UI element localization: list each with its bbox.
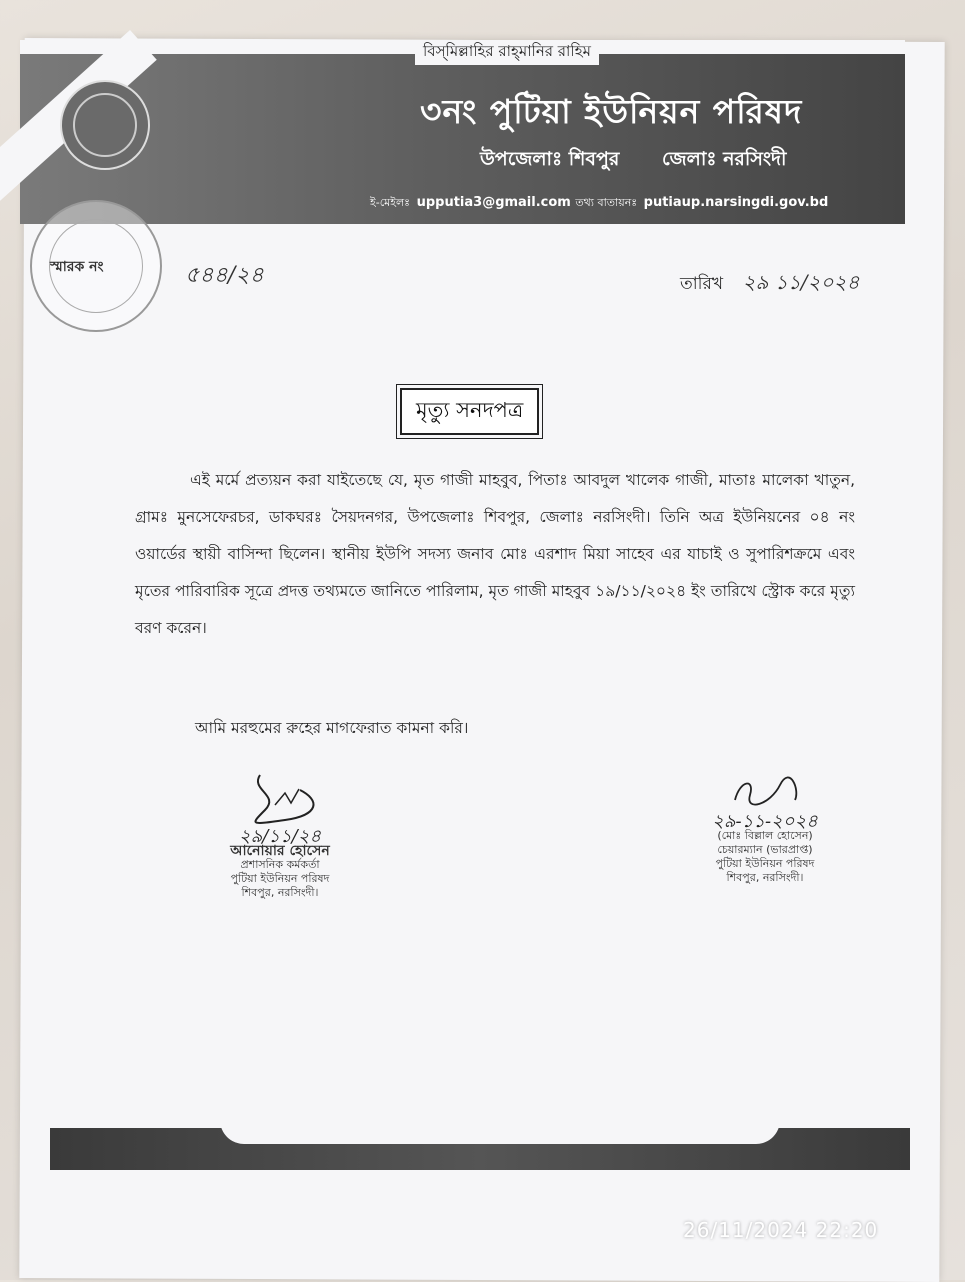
office-right: পুটিয়া ইউনিয়ন পরিষদ bbox=[715, 857, 815, 870]
signatory-name-right: (মোঃ বিল্লাল হোসেন) bbox=[717, 829, 813, 842]
certificate-body-text: এই মর্মে প্রত্যয়ন করা যাইতেছে যে, মৃত গাজী মাহবুব, পিতাঃ আবদুল খালেক গাজী, মাতাঃ মালেকা খাতুন, গ্রামঃ মুনসেফেরচর, ডাকঘরঃ সৈয়দনগর, উপজেলাঃ শিবপুর, জেলাঃ নরসিংদী। তিনি অত্র ইউনিয়নের ০৪ নং ওয়ার্ডের স্থায়ী বাসিন্দা ছিলেন। স্থানীয় ইউপি সদস্য জনাব মোঃ এরশাদ মিয়া সাহেব এর যাচাই ও সুপারিশক্রমে এবং মৃতের পারিবারিক সূত্রে প্রদত্ত তথ্যমতে জানিতে পারিলাম, মৃত গাজী মাহবুব ১৯/১১/২০২৪ ইং তারিখে স্ট্রোক করে মৃত্যু বরণ করেন। bbox=[135, 471, 855, 637]
address-right: শিবপুর, নরসিংদী। bbox=[726, 871, 804, 884]
document-page bbox=[19, 38, 944, 1282]
signature-block-left bbox=[190, 770, 370, 900]
certificate-body bbox=[135, 462, 855, 647]
certificate-title: মৃত্যু সনদপত্র bbox=[400, 388, 539, 435]
memo-label: স্মারক নং bbox=[50, 259, 104, 275]
designation-right: চেয়ারম্যান (ভারপ্রাপ্ত) bbox=[717, 843, 813, 856]
bismillah-text: বিস্‌মিল্লাহির রাহ্‌মানির রাহিম bbox=[415, 40, 599, 65]
email-label: ই-মেইলঃ bbox=[370, 196, 411, 209]
location-line bbox=[480, 145, 822, 177]
address-left: শিবপুর, নরসিংদী। bbox=[241, 886, 319, 899]
government-logo-seal bbox=[60, 80, 150, 170]
signature-date-right: ২৯-১১-২০২৪ bbox=[712, 811, 818, 832]
office-left: পুটিয়া ইউনিয়ন পরিষদ bbox=[230, 872, 330, 885]
council-title: ৩নং পুটিয়া ইউনিয়ন পরিষদ bbox=[420, 92, 803, 131]
signature-scribble-right bbox=[680, 770, 850, 815]
seal-emblem-icon bbox=[73, 93, 137, 157]
footer-curve bbox=[220, 1120, 780, 1144]
district-text: জেলাঃ নরসিংদী bbox=[661, 148, 787, 170]
date-label: তারিখ bbox=[680, 274, 724, 294]
date-value: ২৯ ১১/২০২৪ bbox=[742, 270, 860, 294]
signature-block-right bbox=[680, 770, 850, 885]
memo-number: ৫৪৪/২৪ bbox=[185, 263, 264, 288]
photo-timestamp: 26/11/2024 22:20 bbox=[683, 1218, 879, 1242]
contact-line bbox=[370, 194, 828, 213]
date-line bbox=[680, 268, 860, 301]
upazila-text: উপজেলাঃ শিবপুর bbox=[480, 148, 620, 170]
signature-date-left: ২৯/১১/২৪ bbox=[238, 826, 322, 847]
web-label: তথ্য বাতায়নঃ bbox=[575, 196, 638, 209]
prayer-line: আমি মরহুমের রুহের মাগফেরাত কামনা করি। bbox=[195, 719, 469, 737]
signatory-name-left: আনোয়ার হোসেন bbox=[230, 843, 330, 859]
web-text: putiaup.narsingdi.gov.bd bbox=[643, 195, 829, 210]
designation-left: প্রশাসনিক কর্মকর্তা bbox=[240, 858, 320, 871]
signature-scribble-left bbox=[190, 770, 370, 830]
email-text: upputia3@gmail.com bbox=[416, 195, 571, 210]
